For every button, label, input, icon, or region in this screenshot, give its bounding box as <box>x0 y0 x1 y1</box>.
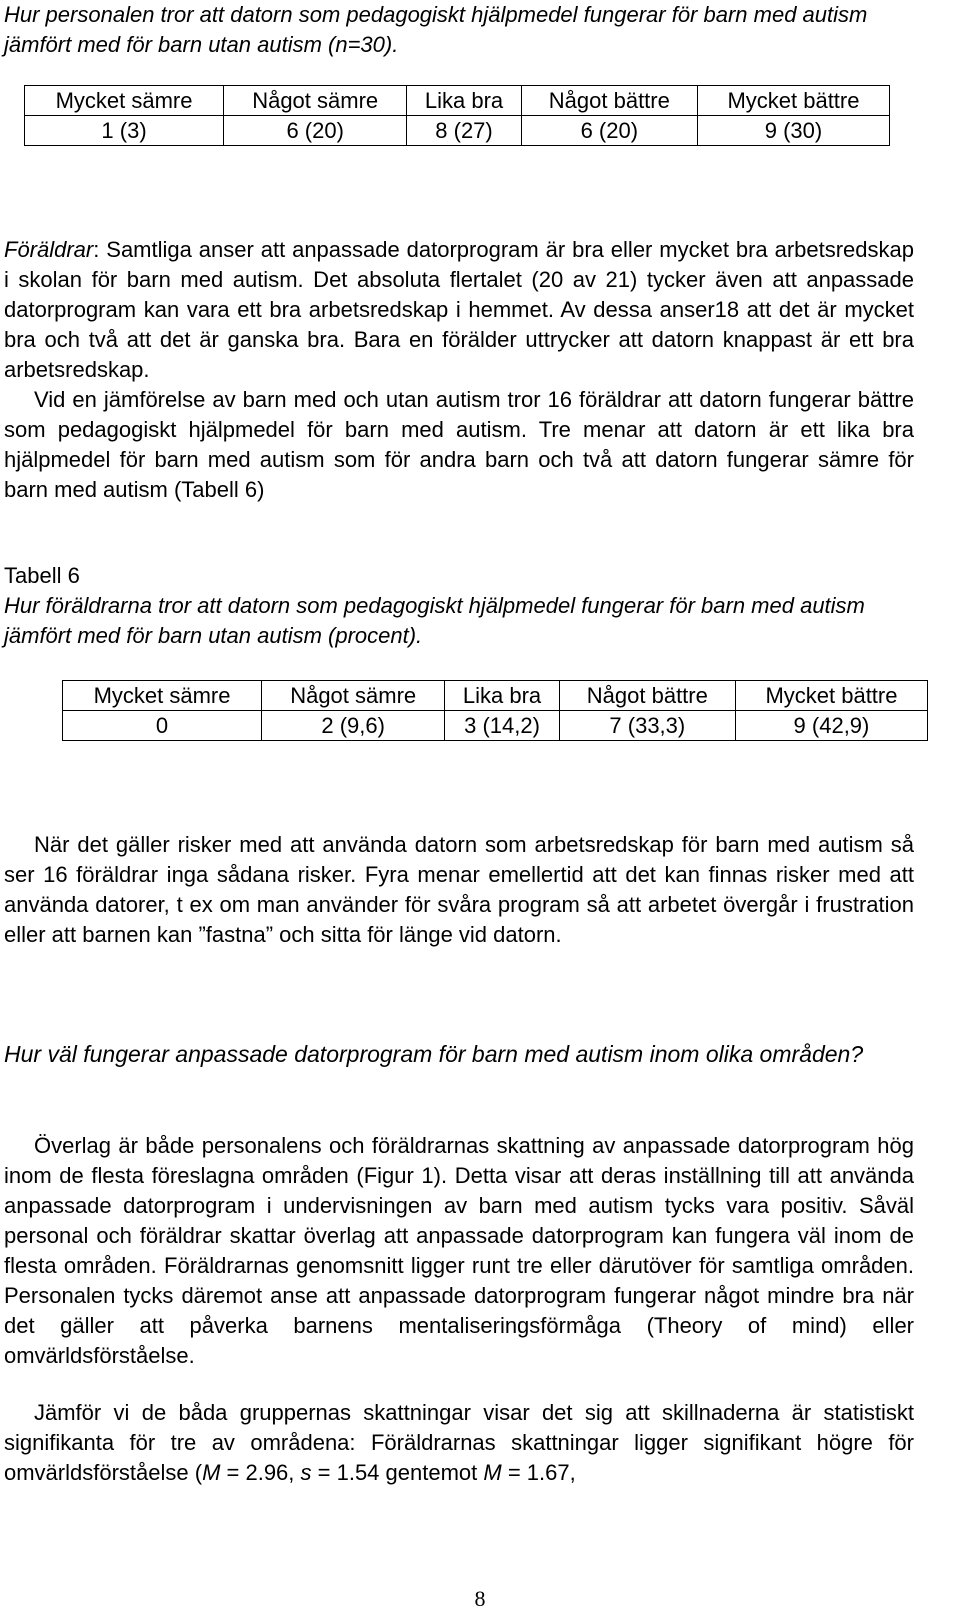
table-cell: 9 (30) <box>697 116 889 146</box>
table-cell: 7 (33,3) <box>559 711 735 741</box>
table-header-cell: Mycket sämre <box>63 681 262 711</box>
parents-label: Föräldrar <box>4 237 94 262</box>
page-number: 8 <box>474 1586 486 1611</box>
mean-value: = 2.96, <box>220 1460 301 1485</box>
table-cell: 3 (14,2) <box>445 711 559 741</box>
staff-table <box>24 85 890 146</box>
parents-table <box>62 680 928 741</box>
sd-symbol: s <box>300 1460 312 1485</box>
table-cell: 1 (3) <box>25 116 224 146</box>
mean-symbol: M <box>483 1460 502 1485</box>
mean-symbol: M <box>202 1460 221 1485</box>
risk-paragraph: När det gäller risker med att använda datorn som arbetsredskap för barn med autism så ser 16 föräldrar inga sådana risker. Fyra menar emellertid att det kan finnas risker med att använda datorer, t ex om man använder för svåra program så att arbetet övergår i frustration eller att barnen kan ”fastna” och sitta för länge vid datorn. <box>4 832 914 947</box>
parents-text: : Samtliga anser att anpassade datorprogram är bra eller mycket bra arbetsredskap i skolan för barn med autism. Det absoluta flertalet (20 av 21) tycker även att anpassade datorprogram kan vara ett bra arbetsredskap i hemmet. Av dessa anser18 att det är mycket bra och två att det är ganska bra. Bara en förälder uttrycker att datorn knappast är ett bra arbetsredskap. <box>4 237 914 382</box>
compare-paragraph <box>4 1398 914 1488</box>
table-cell: 8 (27) <box>407 116 521 146</box>
intro-caption: Hur personalen tror att datorn som pedagogiskt hjälpmedel fungerar för barn med autism jämfört med för barn utan autism (n=30). <box>4 2 868 57</box>
table-header-row <box>63 681 928 711</box>
parents-paragraph <box>4 235 914 385</box>
comparison-paragraph: Vid en jämförelse av barn med och utan autism tror 16 föräldrar att datorn fungerar bättre som pedagogiskt hjälpmedel för barn med autism. Tre menar att datorn är ett lika bra hjälpmedel för barn med autism som för andra barn och två att datorn fungerar sämre för barn med autism (Tabell 6) <box>4 387 914 502</box>
table-cell: 6 (20) <box>521 116 697 146</box>
table-header-row <box>25 86 890 116</box>
table-cell: 2 (9,6) <box>262 711 445 741</box>
mean-value: = 1.67, <box>501 1460 576 1485</box>
section-heading: Hur väl fungerar anpassade datorprogram för barn med autism inom olika områden? <box>4 1041 864 1067</box>
table-header-cell: Mycket bättre <box>735 681 927 711</box>
overview-paragraph: Överlag är både personalens och föräldrarnas skattning av anpassade datorprogram hög inom de flesta föreslagna områden (Figur 1). Detta visar att deras inställning till att använda anpassade datorprogram i undervisningen av barn med autism tycks vara positiv. Såväl personal och föräldrar skattar överlag att anpassade datorprogram kan fungera väl inom de flesta områden. Föräldrarnas genomsnitt ligger runt tre eller därutöver för samtliga områden. Personalen tycks däremot anse att anpassade datorprogram fungerar något mindre bra när det gäller att påverka barnens mentaliseringsförmåga (Theory of mind) eller omvärldsförståelse. <box>4 1133 914 1368</box>
table-header-cell: Något sämre <box>262 681 445 711</box>
table-header-cell: Mycket bättre <box>697 86 889 116</box>
compare-text: Jämför vi de båda gruppernas skattningar visar det sig att skillnaderna är statistiskt signifikanta för tre av områdena: Föräldrarnas skattningar ligger signifikant högre för omvärldsförståelse ( <box>4 1400 914 1485</box>
table6-label: Tabell 6 <box>4 563 80 588</box>
table-cell: 6 (20) <box>224 116 407 146</box>
table-header-cell: Lika bra <box>445 681 559 711</box>
table-header-cell: Lika bra <box>407 86 521 116</box>
table-header-cell: Något bättre <box>559 681 735 711</box>
table6-caption: Hur föräldrarna tror att datorn som pedagogiskt hjälpmedel fungerar för barn med autism jämfört med för barn utan autism (procent). <box>4 593 865 648</box>
table-cell: 0 <box>63 711 262 741</box>
table-row <box>63 711 928 741</box>
table-row <box>25 116 890 146</box>
sd-value: = 1.54 gentemot <box>311 1460 484 1485</box>
table-header-cell: Något sämre <box>224 86 407 116</box>
table-cell: 9 (42,9) <box>735 711 927 741</box>
table-header-cell: Något bättre <box>521 86 697 116</box>
table-header-cell: Mycket sämre <box>25 86 224 116</box>
